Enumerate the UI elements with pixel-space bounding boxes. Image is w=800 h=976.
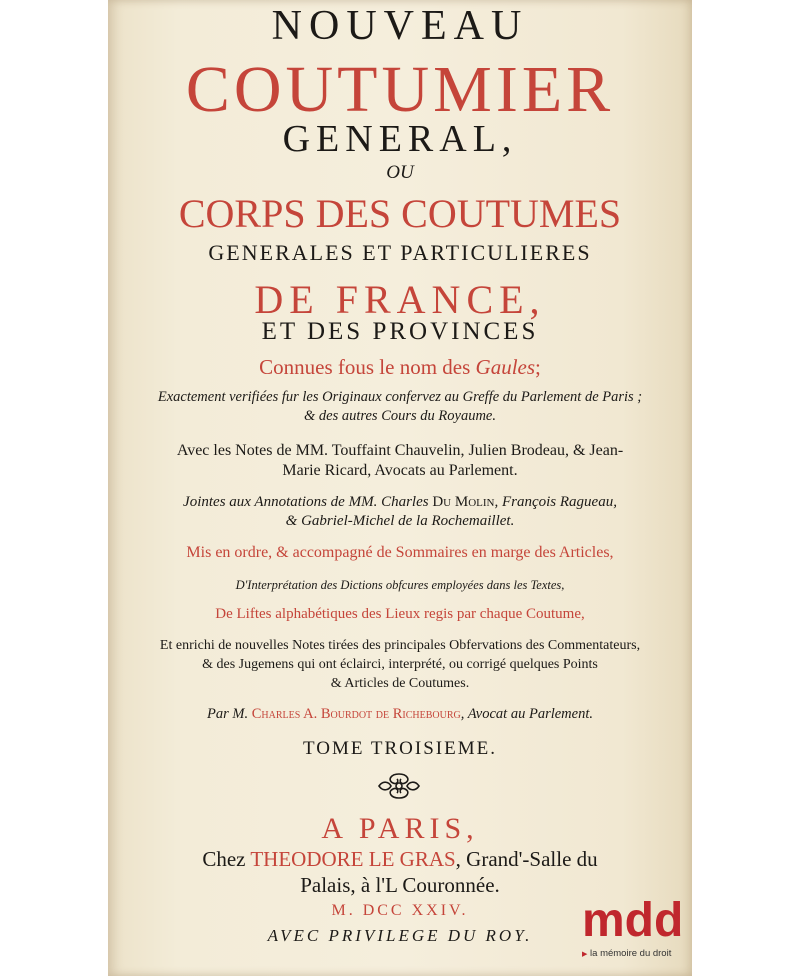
title-line-france: DE FRANCE, xyxy=(254,277,546,322)
publisher-address: , Grand'-Salle du xyxy=(455,847,598,871)
title-line-nouveau: NOUVEAU xyxy=(271,3,529,49)
publisher-name: THEODORE LE GRAS xyxy=(250,847,456,871)
line-interpretation: D'Interprétation des Dictions obfcures employées dans les Textes, xyxy=(235,578,565,592)
publisher-line: Palais, à l'L Couronnée. xyxy=(300,873,500,898)
paragraph-line: & des Jugemens qui ont éclairci, interprété, ou corrigé quelques Points xyxy=(202,656,598,672)
paragraph-line: & des autres Cours du Royaume. xyxy=(304,407,496,424)
paragraph-line: Exactement verifiées fur les Originaux confervez au Greffe du Parlement de Paris ; xyxy=(157,389,643,405)
subtitle-gaules-text: Connues fous le nom des xyxy=(259,355,476,379)
paragraph-line xyxy=(120,493,680,512)
author-suffix: , Avocat au Parlement. xyxy=(460,706,593,722)
mdd-logo-text: mdd xyxy=(582,896,684,946)
publisher-block xyxy=(120,846,680,899)
paragraph-line: & Gabriel-Michel de la Rochemaillet. xyxy=(285,513,515,530)
line-listes: De Liftes alphabétiques des Lieux regis par chaque Coutume, xyxy=(215,606,585,622)
tome-line: TOME TROISIEME. xyxy=(303,738,497,759)
paragraph-verifiees xyxy=(120,388,680,425)
paragraph-line: Marie Ricard, Avocats au Parlement. xyxy=(282,462,518,480)
mdd-logo-icon xyxy=(580,896,684,946)
mdd-watermark xyxy=(580,896,684,966)
publisher-prefix: Chez xyxy=(202,847,251,871)
annotations-text: Jointes aux Annotations de MM. Charles xyxy=(183,494,433,510)
subtitle-gaules-punct: ; xyxy=(535,355,541,379)
title-page xyxy=(108,0,692,976)
title-line-ou: OU xyxy=(386,162,414,183)
annotations-rest: , François Ragueau, xyxy=(494,494,617,510)
author-name: Charles A. Bourdot de Richebourg xyxy=(251,706,461,722)
paragraph-line: & Articles de Coutumes. xyxy=(330,675,470,691)
paragraph-annotations xyxy=(120,493,680,531)
paragraph-notes xyxy=(120,441,680,482)
year-line: M. DCC XXIV. xyxy=(331,902,469,919)
title-line-provinces: ET DES PROVINCES xyxy=(261,318,539,345)
title-line-coutumier: COUTUMIER xyxy=(185,53,615,126)
paragraph-enrichi xyxy=(120,637,680,694)
triangle-icon: ▶ xyxy=(582,951,588,958)
publisher-line xyxy=(120,846,680,872)
title-line-corps: CORPS DES COUTUMES xyxy=(178,191,622,236)
line-mis-en-ordre: Mis en ordre, & accompagné de Sommaires en marge des Articles, xyxy=(186,544,614,561)
author-line xyxy=(108,706,692,723)
mdd-tagline-text: la mémoire du droit xyxy=(590,948,672,959)
mdd-tagline xyxy=(582,948,671,959)
ornament-icon xyxy=(373,770,425,802)
annotations-name: Du Molin xyxy=(432,494,495,510)
subtitle-gaules-word: Gaules xyxy=(475,355,536,379)
paragraph-line: Et enrichi de nouvelles Notes tirées des principales Obfervations des Commentateurs, xyxy=(159,638,641,653)
title-line-generales: GENERALES ET PARTICULIERES xyxy=(208,240,592,265)
paragraph-line: Avec les Notes de MM. Touffaint Chauvelin, Julien Brodeau, & Jean- xyxy=(176,442,624,459)
privilege-line: AVEC PRIVILEGE DU ROY. xyxy=(267,926,533,945)
author-prefix: Par M. xyxy=(207,706,252,722)
city-line: A PARIS, xyxy=(321,812,479,845)
subtitle-gaules xyxy=(108,355,692,380)
title-line-general: GENERAL, xyxy=(282,118,518,160)
